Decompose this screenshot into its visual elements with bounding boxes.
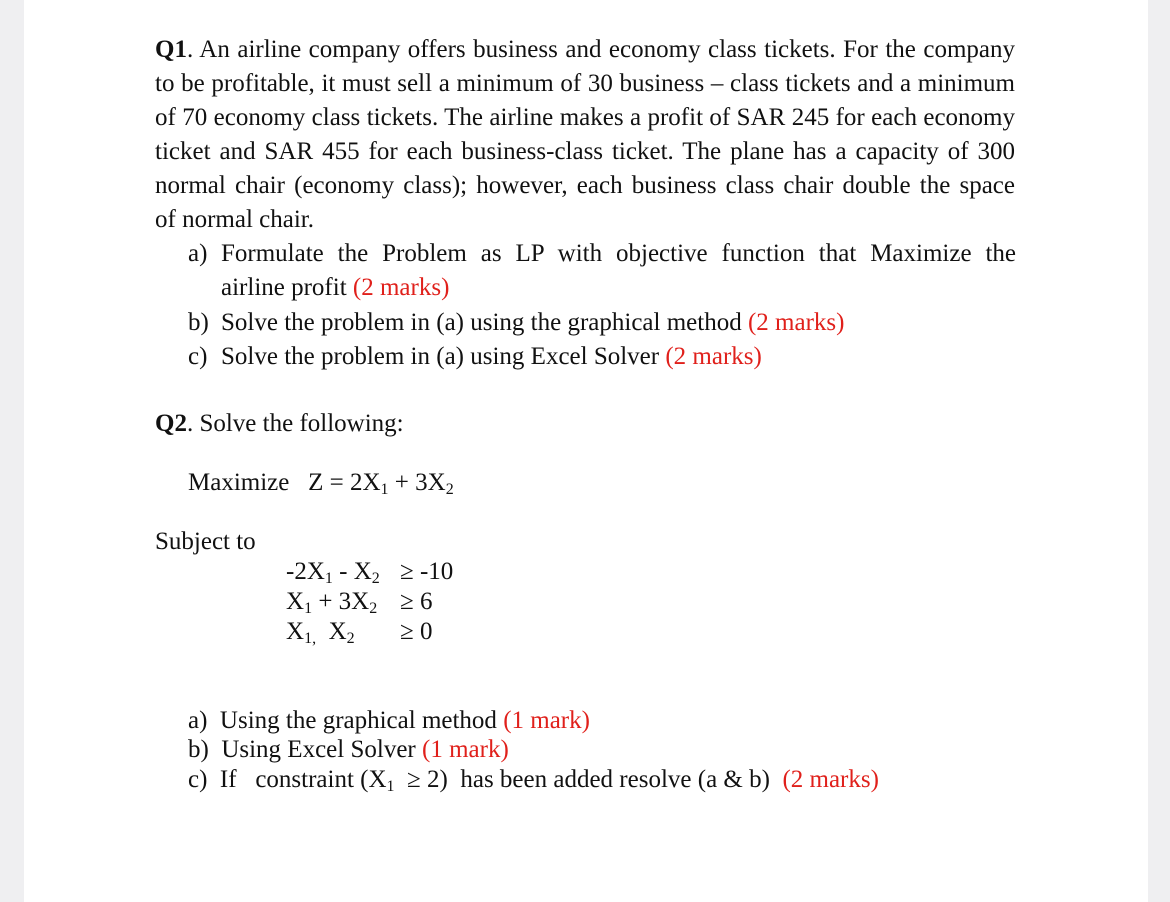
q2-label: Q2 bbox=[155, 410, 187, 437]
constraint-relation: ≥ 6 bbox=[400, 588, 433, 615]
constraint-relation: ≥ -10 bbox=[400, 558, 454, 585]
marks-label: (2 marks) bbox=[782, 766, 879, 793]
q2-part-c: c) If constraint $(X_1 \ge 2)$ has been added resolve (a & b) (2 marks) bbox=[188, 766, 879, 795]
marks-label: (2 marks) bbox=[352, 274, 450, 301]
constraint-row: $X_1 + 3X_2$ bbox=[286, 588, 378, 617]
marks-label: (1 mark) bbox=[422, 736, 509, 763]
marks-label: (1 mark) bbox=[503, 707, 590, 734]
q1-label: Q1 bbox=[155, 36, 187, 63]
q1-line: to be profitable, it must sell a minimum of 30 business – class tickets and a minimum bbox=[155, 70, 1015, 97]
constraint-row: $-2X_1 - X_2$ bbox=[286, 558, 380, 587]
q1-line: normal chair (economy class); however, each business class chair double the space bbox=[155, 172, 1015, 199]
q1-line: of normal chair. bbox=[155, 206, 314, 233]
q1-line: Q1. An airline company offers business and economy class tickets. For the company bbox=[155, 36, 1015, 63]
q2-heading: Q2. Solve the following: bbox=[155, 410, 404, 437]
constraint-row: $X_{1,}$ $X_2$ bbox=[286, 618, 355, 647]
objective-function: Maximize $Z = 2X_1 + 3X_2$ bbox=[188, 469, 454, 498]
subject-to-label: Subject to bbox=[155, 528, 256, 555]
marks-label: (2 marks) bbox=[747, 309, 845, 336]
q2-part-b: b) Using Excel Solver (1 mark) bbox=[188, 736, 509, 763]
constraint-relation: ≥ 0 bbox=[400, 618, 433, 645]
q1-line: of 70 economy class tickets. The airline makes a profit of SAR 245 for each economy bbox=[155, 104, 1015, 131]
q2-part-a: a) Using the graphical method (1 mark) bbox=[188, 707, 590, 734]
marks-label: (2 marks) bbox=[665, 343, 762, 370]
document-page: Q1. An airline company offers business and economy class tickets. For the company to be profitable, it must sell a minimum of 30 business – class tickets and a minimum of 70 economy class tickets. The airline makes a profit of SAR 245 for each economy ticket and SAR 455 for each business-class ticket. The plane has a capacity of 300 normal chair (economy class); however, each business class chair double the space of normal chair. a) Formulate the Problem as LP with objective function that Maximize the airline profit (2 marks) b) Solve the problem in (a) using the graphical method (2 marks) c) Solve the problem in (a) using Excel Solver (2 marks) Q2. Solve the following: Maximize $Z = 2X_1 + 3X_2$ Subject to $-2X_1 - X_2$ ≥ -10 $X_1 + 3X_2$ ≥ 6 $X_{1,}$ $X_2$ ≥ 0 a) Using the graphical method (1 mark) b) Using Excel Solver (1 mark) c) If constraint $(X_1 \ge 2)$ has been added resolve (a & b) (2 marks) bbox=[24, 0, 1148, 902]
q1-line: ticket and SAR 455 for each business-class ticket. The plane has a capacity of 300 bbox=[155, 138, 1015, 165]
q1-paragraph bbox=[155, 33, 1015, 237]
